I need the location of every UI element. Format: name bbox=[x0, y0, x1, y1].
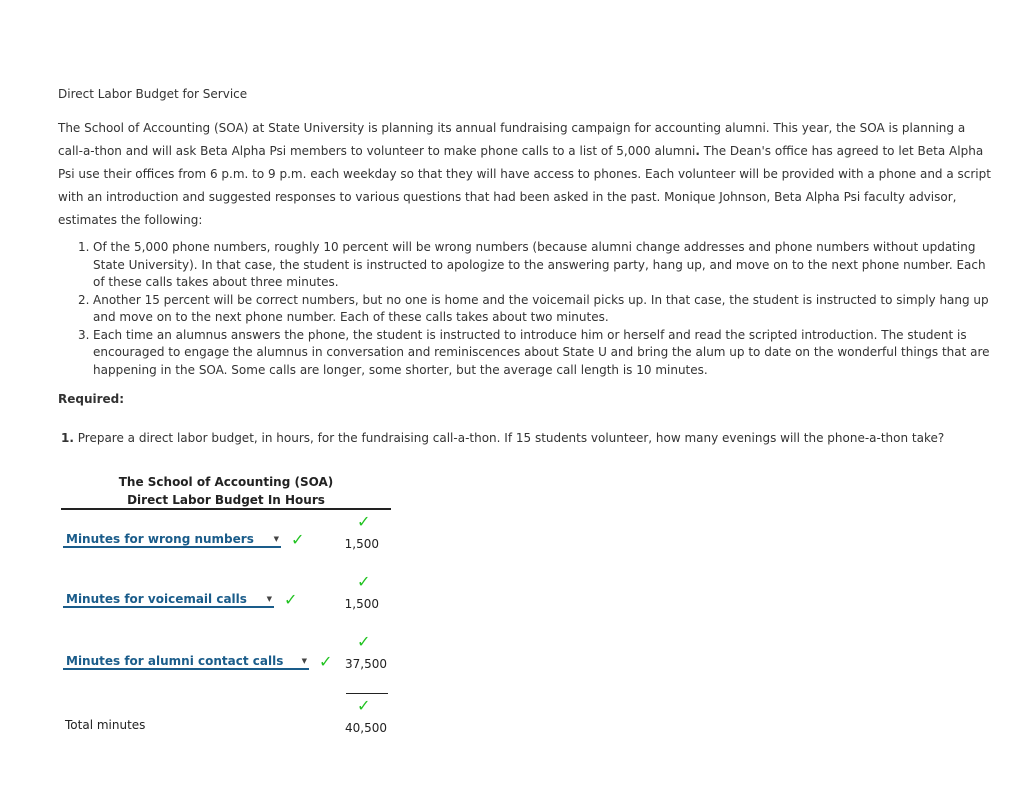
value-row-3: 37,500 bbox=[345, 657, 387, 671]
page-title: Direct Labor Budget for Service bbox=[58, 87, 248, 101]
check-icon: ✓ bbox=[319, 652, 333, 671]
estimates-list bbox=[78, 239, 993, 379]
dropdown-row-2[interactable]: Minutes for voicemail calls ▼ bbox=[63, 592, 274, 608]
total-value: 40,500 bbox=[345, 721, 387, 735]
dropdown-arrow-icon: ▼ bbox=[266, 595, 272, 603]
dropdown-arrow-icon: ▼ bbox=[301, 657, 307, 665]
list-item: 2. Another 15 percent will be correct numbers, but no one is home and the voicemail picks up. In that case, the student is instructed to simply hang up and move on to the next phone number. Each of these calls takes about two minutes. bbox=[78, 292, 989, 324]
dropdown-row-3[interactable]: Minutes for alumni contact calls ▼ bbox=[63, 654, 309, 670]
table-header-title: Direct Labor Budget In Hours bbox=[127, 493, 325, 507]
required-heading: Required: bbox=[58, 392, 125, 406]
check-icon: ✓ bbox=[357, 632, 371, 651]
dropdown-arrow-icon: ▼ bbox=[273, 535, 279, 543]
intro-paragraph: The School of Accounting (SOA) at State University is planning its annual fundraising campaign for accounting alumni. This year, the SOA is planning a call-a-thon and will ask Beta Alpha Psi members to volunteer to make phone calls to a list of 5,000 alumni. The Dean's office has agreed to let Beta Alpha Psi use their offices from 6 p.m. to 9 p.m. each weekday so that they will have access to phones. Each volunteer will be provided with a phone and a script with an introduction and suggested responses to various questions that had been asked in the past. Monique Johnson, Beta Alpha Psi faculty advisor, estimates the following: bbox=[58, 121, 991, 227]
check-icon: ✓ bbox=[357, 696, 371, 715]
sum-rule bbox=[346, 693, 388, 694]
header-rule bbox=[61, 508, 391, 510]
list-item: 1. Of the 5,000 phone numbers, roughly 10 percent will be wrong numbers (because alumni change addresses and phone numbers without updating State University). In that case, the student is instructed to apologize to the answering party, hang up, and move on to the next phone number. Each of these calls takes about three minutes. bbox=[78, 240, 986, 289]
table-header-org: The School of Accounting (SOA) bbox=[118, 475, 334, 489]
list-item: 3. Each time an alumnus answers the phone, the student is instructed to introduce him or herself and read the scripted introduction. The student is encouraged to engage the alumnus in conversation and reminiscences about State U and bring the alum up to date on the wonderful things that are happening in the SOA. Some calls are longer, some shorter, but the average call length is 10 minutes. bbox=[78, 327, 990, 377]
check-icon: ✓ bbox=[284, 590, 298, 609]
value-row-1: 1,500 bbox=[344, 537, 379, 551]
dropdown-row-1[interactable]: Minutes for wrong numbers ▼ bbox=[63, 532, 281, 548]
check-icon: ✓ bbox=[357, 512, 371, 531]
check-icon: ✓ bbox=[357, 572, 371, 591]
total-label: Total minutes bbox=[65, 718, 146, 732]
check-icon: ✓ bbox=[291, 530, 305, 549]
value-row-2: 1,500 bbox=[344, 597, 379, 611]
question-1: 1. Prepare a direct labor budget, in hours, for the fundraising call-a-thon. If 15 students volunteer, how many evenings will the phone-a-thon take? bbox=[61, 431, 945, 445]
